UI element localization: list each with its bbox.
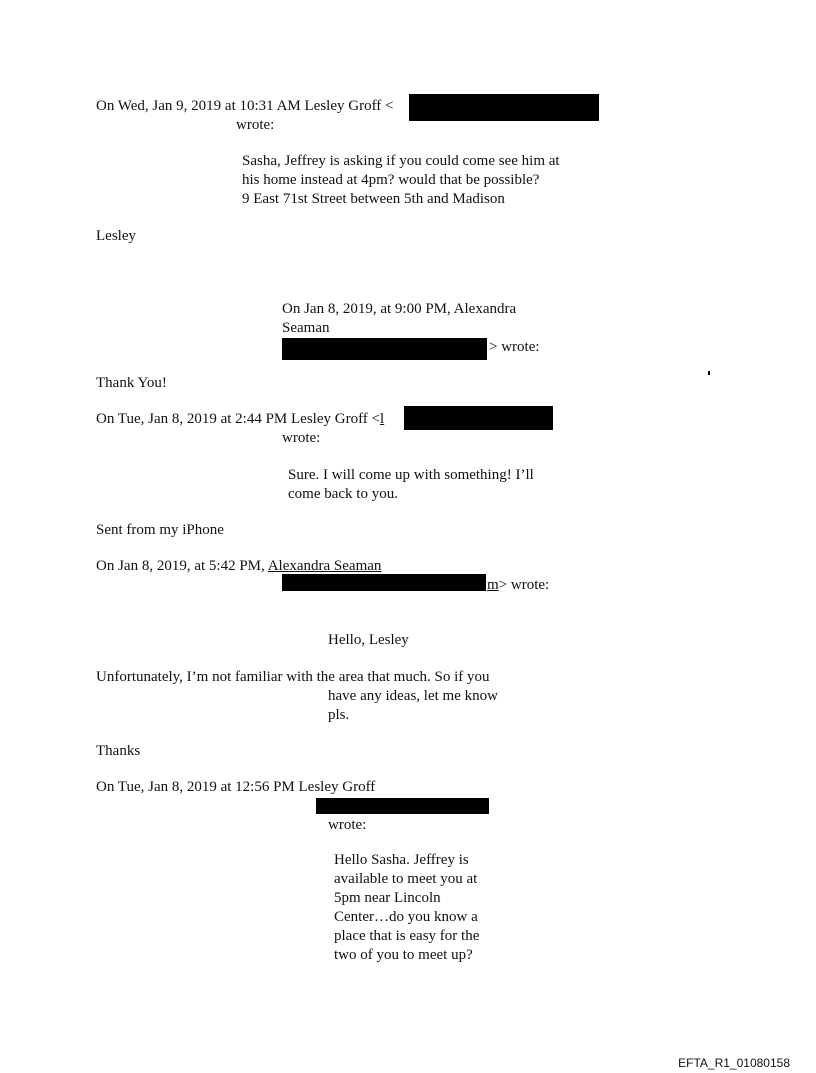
msg4-header-prefix: On Jan 8, 2019, at 5:42 PM, [96,558,268,574]
msg4-body-line3: pls. [328,707,350,723]
msg5-body-line2: available to meet you at [334,871,478,887]
msg4-body-line1: Unfortunately, I’m not familiar with the area that much. So if you [96,669,490,685]
msg5-body-line6: two of you to meet up? [334,947,473,963]
msg5-body-line4: Center…do you know a [334,909,478,925]
msg2-header-line2: Seaman [282,320,330,336]
msg5-body-line1: Hello Sasha. Jeffrey is [334,852,469,868]
msg4-header-suffix: > wrote: [498,577,550,593]
thank-you-line: Thank You! [96,375,167,391]
msg3-body-line1: Sure. I will come up with something! I’ll [288,467,534,483]
redaction-box [282,574,486,591]
redaction-box [404,406,553,430]
msg3-body-line2: come back to you. [288,486,398,502]
msg1-body-line2: his home instead at 4pm? would that be possible? [242,172,540,188]
msg1-body-line3: 9 East 71st Street between 5th and Madison [242,191,505,207]
sent-from-line: Sent from my iPhone [96,522,224,538]
msg4-header-link-fragment: m [487,577,499,593]
msg2-header-line1: On Jan 8, 2019, at 9:00 PM, Alexandra [282,301,517,317]
msg5-body-line5: place that is easy for the [334,928,480,944]
redaction-box [316,798,489,814]
msg4-greeting: Hello, Lesley [328,632,409,648]
document-id-footer: EFTA_R1_01080158 [678,1056,790,1070]
msg2-header-line3: > wrote: [489,339,540,355]
msg3-header-link-fragment: l [380,411,385,427]
msg4-header-line2 [487,576,549,595]
msg1-header-line1: On Wed, Jan 9, 2019 at 10:31 AM Lesley Groff < [96,98,394,114]
msg1-header-line2: wrote: [236,117,275,133]
msg3-header-line1 [96,410,384,429]
msg5-body-line3: 5pm near Lincoln [334,890,441,906]
msg3-header-line2: wrote: [282,430,321,446]
signature-lesley: Lesley [96,228,136,244]
msg3-header-prefix: On Tue, Jan 8, 2019 at 2:44 PM Lesley Groff < [96,411,381,427]
msg5-header-line2: wrote: [328,817,367,833]
msg5-header-line1: On Tue, Jan 8, 2019 at 12:56 PM Lesley Groff [96,779,376,795]
redaction-box [282,338,487,360]
scan-speck [708,371,710,375]
redaction-box [409,94,599,121]
thanks-line: Thanks [96,743,141,759]
msg1-body-line1: Sasha, Jeffrey is asking if you could come see him at [242,153,560,169]
msg4-header-name: Alexandra Seaman [267,558,382,574]
msg4-body-line2: have any ideas, let me know [328,688,498,704]
